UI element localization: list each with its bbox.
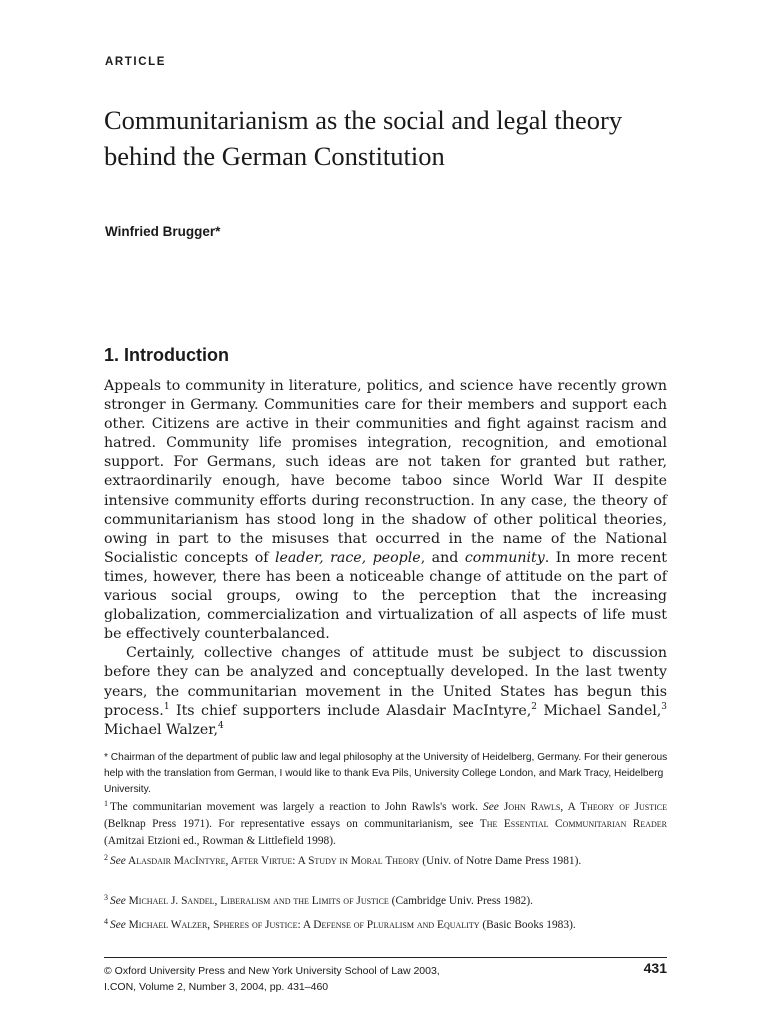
author-name: Winfried Brugger* [105,224,221,239]
footnote-text: (Amitzai Etzioni ed., Rowman & Littlefield 1998). [104,835,336,847]
footnote-citation: The Essential Communitarian Reader [479,818,668,830]
footnote-citation: Alasdair MacIntyre, After Virtue: A Study in Moral Theory [125,855,420,867]
section-heading: 1. Introduction [104,345,229,365]
footnote-text: (Cambridge Univ. Press 1982). [388,895,533,907]
body-text: Its chief supporters include Alasdair MacIntyre, [169,702,532,719]
footnote-citation: Michael Walzer, Spheres of Justice: A Defense of Pluralism and Equality [125,919,480,931]
body-paragraph [104,644,667,739]
footnote-text: The communitarian movement was largely a reaction to John Rawls's work. [110,801,484,813]
body-text: , and [420,549,465,566]
article-kicker: ARTICLE [105,56,167,68]
footnote-ref-3[interactable]: 3 [661,701,668,712]
footnote-text: (Basic Books 1983). [479,919,576,931]
citation-line: I.CON, Volume 2, Number 3, 2004, pp. 431–460 [104,981,329,993]
footnote-ref-1[interactable]: 1 [163,701,170,712]
footnote-mark: 1 [104,799,108,808]
footnote-signal: See [110,919,126,931]
body-paragraph [104,377,667,644]
footnote-3 [104,893,667,910]
footnote-text: (Belknap Press 1971). For representative essays on communitarianism, see [104,818,480,830]
footnote-text: (Univ. of Notre Dame Press 1981). [419,855,582,867]
footnote-4 [104,917,667,934]
author-footnote: * Chairman of the department of public law and legal philosophy at the University of Heidelberg, Germany. For their generous help with the translation from German, I would like to thank Eva Pils, University College London, and Mark Tracy, Heidelberg University. [104,752,668,795]
footnote-mark: 3 [104,893,108,902]
footer-divider [104,957,667,958]
body-text: Certainly, collective changes of attitude must be subject to discussion before they can be analyzed and conceptually developed. In the last twenty years, the communitarian movement in the United States has begun this process. [104,645,667,719]
article-body [104,377,667,740]
body-text: Appeals to community in literature, politics, and science have recently grown stronger in Germany. Communities care for their members and support each other. Citizens are active in their communities and fight against racism and hatred. Community life promises integration, recognition, and emotional support. For Germans, such ideas are not taken for granted but rather, extraordinarily enough, have become taboo since World War II despite intensive community efforts during reconstruction. In any case, the theory of communitarianism has stood long in the shadow of other political theories, owing in part to the misuses that occurred in the name of the National Socialistic concepts of [104,378,667,566]
footnote-signal: See [110,855,126,867]
footnote-signal: See [483,801,499,813]
footnote-citation: Michael J. Sandel, Liberalism and the Limits of Justice [125,895,389,907]
footnote-ref-4[interactable]: 4 [218,720,224,731]
body-emphasis: leader, race, people [275,549,421,566]
body-text: Michael Sandel, [537,702,662,719]
copyright-line: © Oxford University Press and New York University School of Law 2003, [104,965,440,977]
article-title: Communitarianism as the social and legal theory behind the German Constitution [104,105,623,171]
footnote-2 [104,853,667,870]
footnote-1 [104,799,667,850]
footnote-ref-2[interactable]: 2 [531,701,538,712]
footnote-citation: John Rawls, A Theory of Justice [503,801,667,813]
page-number: 431 [643,960,667,976]
body-emphasis: community [464,549,545,566]
footnote-signal: See [110,895,126,907]
footnote-mark: 4 [104,917,108,926]
body-text: . In more recent times, however, there has been a noticeable change of attitude on the part of various social groups, owing to the perception that the increasing globalization, commercialization and virtualization of all aspects of life must be effectively counterbalanced. [104,549,667,643]
body-text: Michael Walzer, [104,721,218,738]
footnote-mark: 2 [104,853,108,862]
copyright-notice [104,963,440,995]
